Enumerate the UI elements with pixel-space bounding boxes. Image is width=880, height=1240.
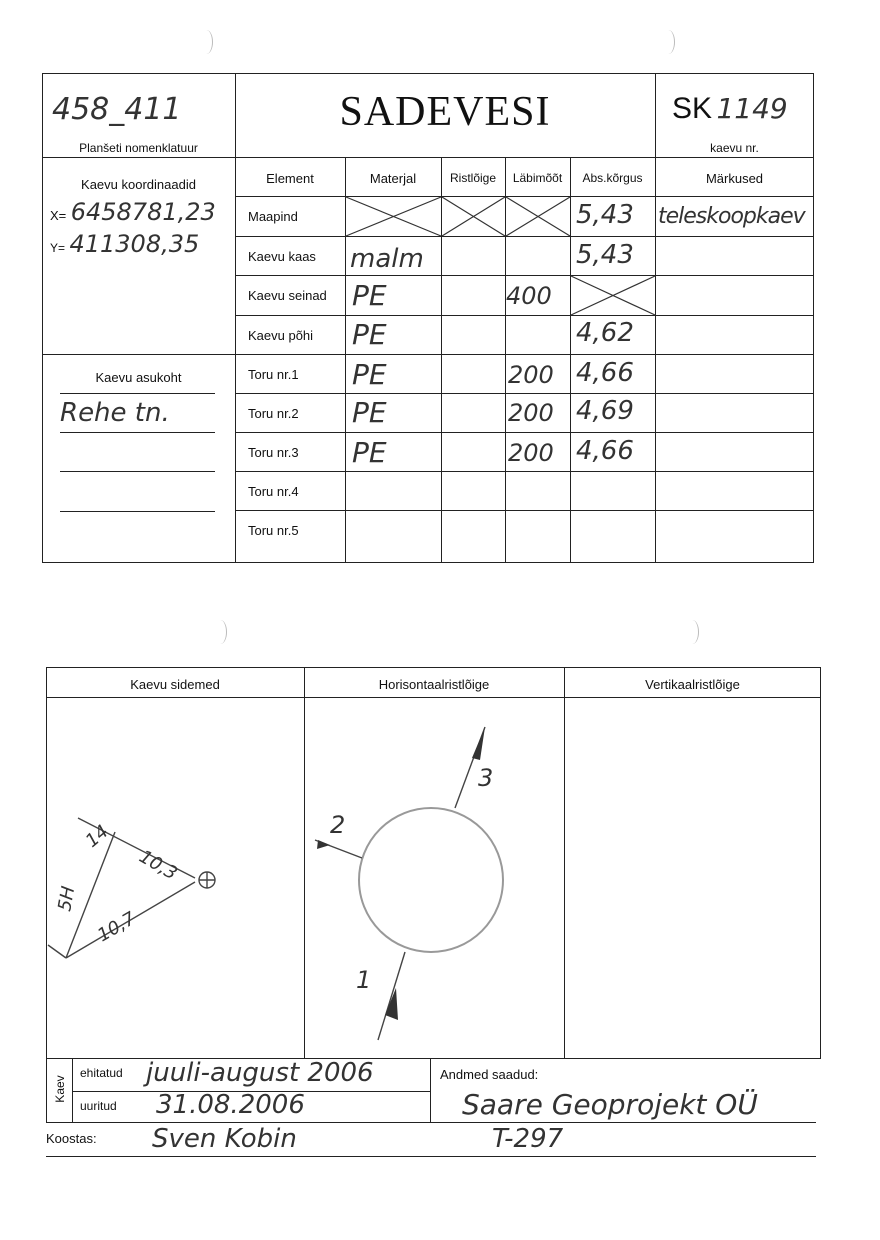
built-label: ehitatud <box>80 1066 123 1080</box>
cell-diameter: 200 <box>508 439 554 467</box>
cell-height: 5,43 <box>576 240 634 270</box>
cell-height: 4,66 <box>576 358 634 388</box>
cell-diameter: 200 <box>508 399 554 427</box>
cell-material: malm <box>350 244 424 274</box>
surveyed-value: 31.08.2006 <box>156 1090 305 1120</box>
page-title: SADEVESI <box>339 89 551 135</box>
col-header-notes: Märkused <box>705 171 764 186</box>
cell-height: 4,66 <box>576 436 634 466</box>
cell-material: PE <box>352 358 387 391</box>
row-label: Toru nr.5 <box>248 523 299 538</box>
cell-material: PE <box>352 279 387 312</box>
row-label: Kaevu kaas <box>248 249 316 264</box>
kaev-label: Kaev <box>53 1075 67 1103</box>
well-number-value: 1149 <box>716 92 788 125</box>
row-label: Toru nr.2 <box>248 406 299 421</box>
data-source-value: Saare Geoprojekt OÜ <box>462 1088 758 1121</box>
row-label: Maapind <box>248 209 298 224</box>
y-value: 411308,35 <box>69 230 200 258</box>
coordinates-label: Kaevu koordinaadid <box>81 177 196 192</box>
cell-height: 5,43 <box>576 200 634 230</box>
cell-notes: teleskoopkaev <box>658 204 805 229</box>
sketch-label-d: 10,7 <box>94 908 140 947</box>
nomenclature-value: 458_411 <box>52 92 182 127</box>
sketch-label-b: 10,3 <box>135 846 181 885</box>
sketch-label-a: 14 <box>81 821 113 852</box>
data-source-label: Andmed saadud: <box>440 1067 539 1082</box>
well-number-label: kaevu nr. <box>710 141 759 155</box>
x-value: 6458781,23 <box>70 198 216 226</box>
compiled-value: Sven Kobin <box>152 1124 297 1154</box>
row-label: Kaevu seinad <box>248 288 327 303</box>
location-value: Rehe tn. <box>60 398 170 428</box>
col-header-abs-height: Abs.kõrgus <box>582 171 643 185</box>
col-header-cross-section: Ristlõige <box>449 171 497 185</box>
section-header-vertical: Vertikaalristlõige <box>645 677 740 692</box>
section-header-horizontal: Horisontaalristlõige <box>378 677 490 692</box>
well-number-prefix: SK <box>672 92 713 125</box>
cell-diameter: 400 <box>506 282 552 310</box>
row-label: Kaevu põhi <box>248 328 314 343</box>
col-header-material: Materjal <box>369 171 417 186</box>
section-header-links: Kaevu sidemed <box>130 677 220 692</box>
cell-height: 4,69 <box>576 396 634 426</box>
cell-material: PE <box>352 318 387 351</box>
location-label: Kaevu asukoht <box>95 370 182 385</box>
built-value: juuli-august 2006 <box>146 1058 374 1088</box>
x-label: X= <box>50 208 67 223</box>
cell-material: PE <box>352 436 387 469</box>
surveyed-label: uuritud <box>80 1099 117 1113</box>
data-source-code: T-297 <box>492 1124 564 1154</box>
pipe-label-2: 2 <box>330 811 346 839</box>
cell-height: 4,62 <box>576 318 634 348</box>
row-label: Toru nr.1 <box>248 367 299 382</box>
row-label: Toru nr.3 <box>248 445 299 460</box>
pipe-label-3: 3 <box>478 764 494 792</box>
sketch-label-c: 5H <box>54 884 80 913</box>
col-header-diameter: Läbimõõt <box>512 171 563 185</box>
y-label: Y= <box>50 241 66 255</box>
cell-diameter: 200 <box>508 361 554 389</box>
pipe-label-1: 1 <box>356 966 372 994</box>
compiled-label: Koostas: <box>46 1131 97 1146</box>
nomenclature-label: Planšeti nomenklatuur <box>79 141 198 155</box>
row-label: Toru nr.4 <box>248 484 299 499</box>
col-header-element: Element <box>266 171 314 186</box>
cell-material: PE <box>352 396 387 429</box>
